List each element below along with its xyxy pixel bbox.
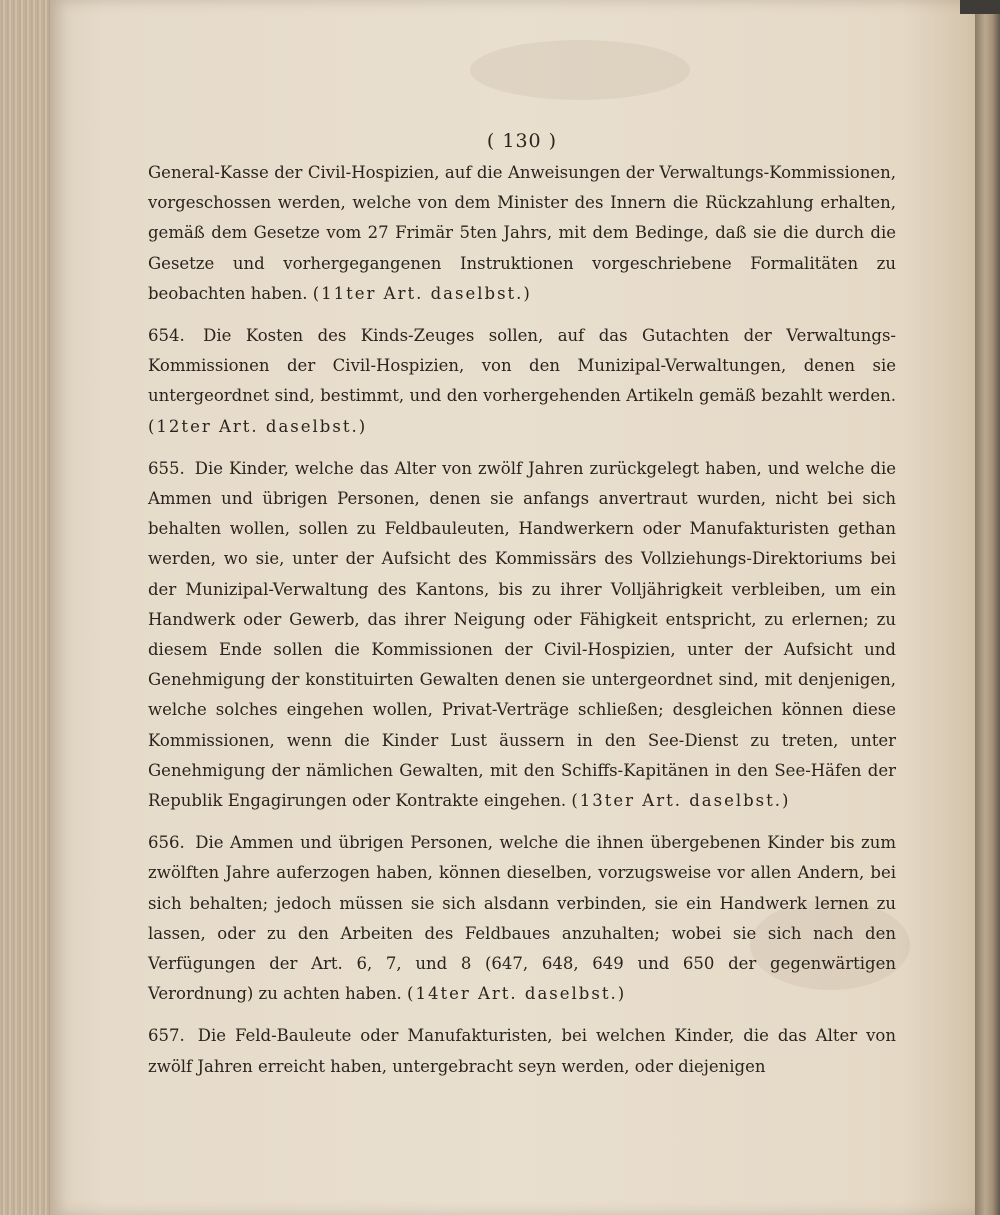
article-reference: (11ter Art. daselbst.) <box>312 283 532 303</box>
book-spine-edge <box>975 0 1000 1215</box>
page-text <box>148 126 896 1094</box>
paragraph-number: 656. <box>148 833 185 853</box>
article-reference: (14ter Art. daselbst.) <box>407 984 627 1004</box>
paragraph-number: 654. <box>148 326 185 346</box>
paragraph-text: Die Kosten des Kinds-Zeuges sollen, auf das Gutachten der Verwaltungs-Kommissionen der Civil-Hospizien, von den Munizipal-Verwaltungen, denen sie untergeordnet sind, bestimmt, und den vorhergehenden Artikeln gemäß bezahlt werden. <box>148 326 896 406</box>
paragraph-text: Die Feld-Bauleute oder Manufakturisten, bei welchen Kinder, die das Alter von zwölf Jahren erreicht haben, untergebracht seyn werden, oder diejenigen <box>148 1026 896 1076</box>
paragraph-number: 657. <box>148 1026 185 1046</box>
scan-corner <box>960 0 1000 14</box>
article-reference: (12ter Art. daselbst.) <box>148 416 368 436</box>
paragraph-text: Die Kinder, welche das Alter von zwölf Jahren zurückgelegt haben, und welche die Ammen und übrigen Personen, denen sie anfangs anvertraut wurden, nicht bei sich behalten wollen, sollen zu Feldbauleuten, Handwerkern oder Manufakturisten gethan werden, wo sie, unter der Aufsicht des Kommissärs des Vollziehungs-Direktoriums bei der Munizipal-Verwaltung des Kantons, bis zu ihrer Volljährigkeit verbleiben, um ein Handwerk oder Gewerb, das ihrer Neigung oder Fähigkeit entspricht, zu erlernen; zu diesem Ende sollen die Kommissionen der Civil-Hospizien, unter der Aufsicht und Genehmigung der konstituirten Gewalten denen sie untergeordnet sind, mit denjenigen, welche solches eingehen wollen, Privat-Verträge schließen; desgleichen können diese Kommissionen, wenn die Kinder Lust äussern in den See-Dienst zu treten, unter Genehmigung der nämlichen Gewalten, mit den Schiffs-Kapitänen in den See-Häfen der Republik Engagirungen oder Kontrakte eingehen. <box>148 458 896 811</box>
paragraph-continued <box>148 158 896 309</box>
paragraph-text: General-Kasse der Civil-Hospizien, auf die Anweisungen der Verwaltungs-Kommissionen, vorgeschossen werden, welche von dem Minister des Innern die Rückzahlung erhalten, gemäß dem Gesetze vom 27 Frimär 5ten Jahrs, mit dem Bedinge, daß sie die durch die Gesetze und vorhergegangenen Instruktionen vorgeschriebene Formalitäten zu beobachten haben. <box>148 163 896 303</box>
paragraph-657 <box>148 1021 896 1081</box>
paper-stain <box>470 40 690 100</box>
page-number: ( 130 ) <box>486 130 558 152</box>
paragraph-number: 655. <box>148 458 185 478</box>
paragraph-655 <box>148 454 896 816</box>
paragraph-656 <box>148 828 896 1009</box>
paragraph-654 <box>148 321 896 442</box>
paragraph-text: Die Ammen und übrigen Personen, welche die ihnen übergebenen Kinder bis zum zwölften Jahre auferzogen haben, können dieselben, vorzugsweise vor allen Andern, bei sich behalten; jedoch müssen sie sich alsdann verbinden, sie ein Handwerk lernen zu lassen, oder zu den Arbeiten des Feldbaues anzuhalten; wobei sie sich nach den Verfügungen der Art. 6, 7, und 8 (647, 648, 649 und 650 der gegenwärtigen Verordnung) zu achten haben. <box>148 833 897 1004</box>
article-reference: (13ter Art. daselbst.) <box>571 791 791 811</box>
